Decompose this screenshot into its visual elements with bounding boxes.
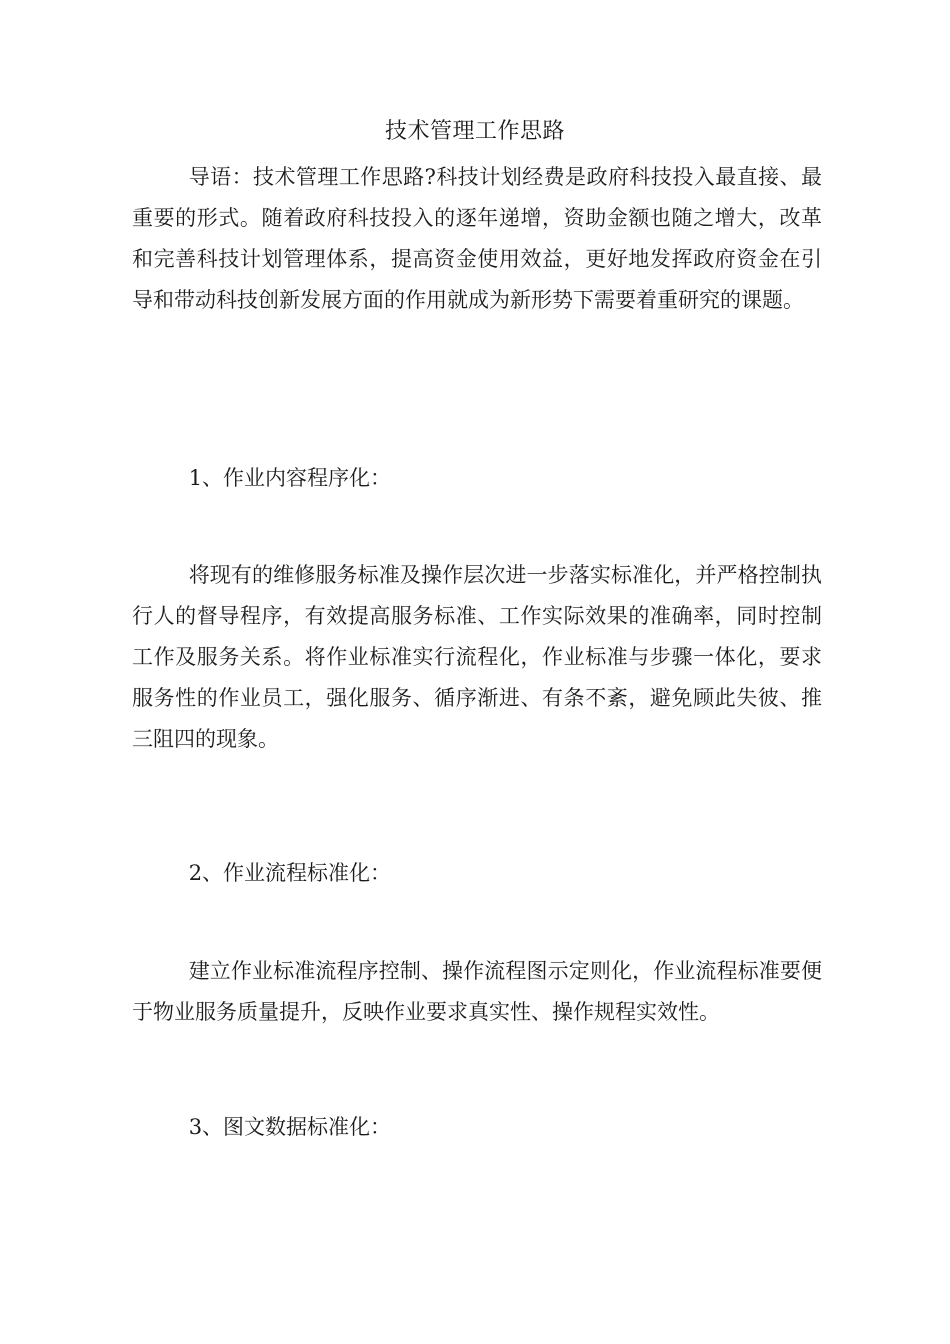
section-heading-3: 3、图文数据标准化：	[188, 1115, 392, 1139]
section-body-1: 将现有的维修服务标准及操作层次进一步落实标准化，并严格控制执行人的督导程序，有效提高服务标准、工作实际效果的准确率，同时控制工作及服务关系。将作业标准实行流程化，作业标准与步骤一体化，要求服务性的作业员工，强化服务、循序渐进、有条不紊，避免顾此失彼、推三阻四的现象。	[132, 563, 822, 751]
intro-paragraph: 导语：技术管理工作思路?科技计划经费是政府科技投入最直接、最重要的形式。随着政府科技投入的逐年递增，资助金额也随之增大，改革和完善科技计划管理体系，提高资金使用效益，更好地发挥政府资金在引导和带动科技创新发展方面的作用就成为新形势下需要着重研究的课题。	[132, 165, 822, 312]
section-heading-2: 2、作业流程标准化：	[188, 861, 392, 885]
section-heading-1: 1、作业内容程序化：	[188, 466, 392, 490]
document-title: 技术管理工作思路	[384, 119, 565, 144]
section-body-2: 建立作业标准流程序控制、操作流程图示定则化，作业流程标准要便于物业服务质量提升，反映作业要求真实性、操作规程实效性。	[132, 959, 822, 1024]
